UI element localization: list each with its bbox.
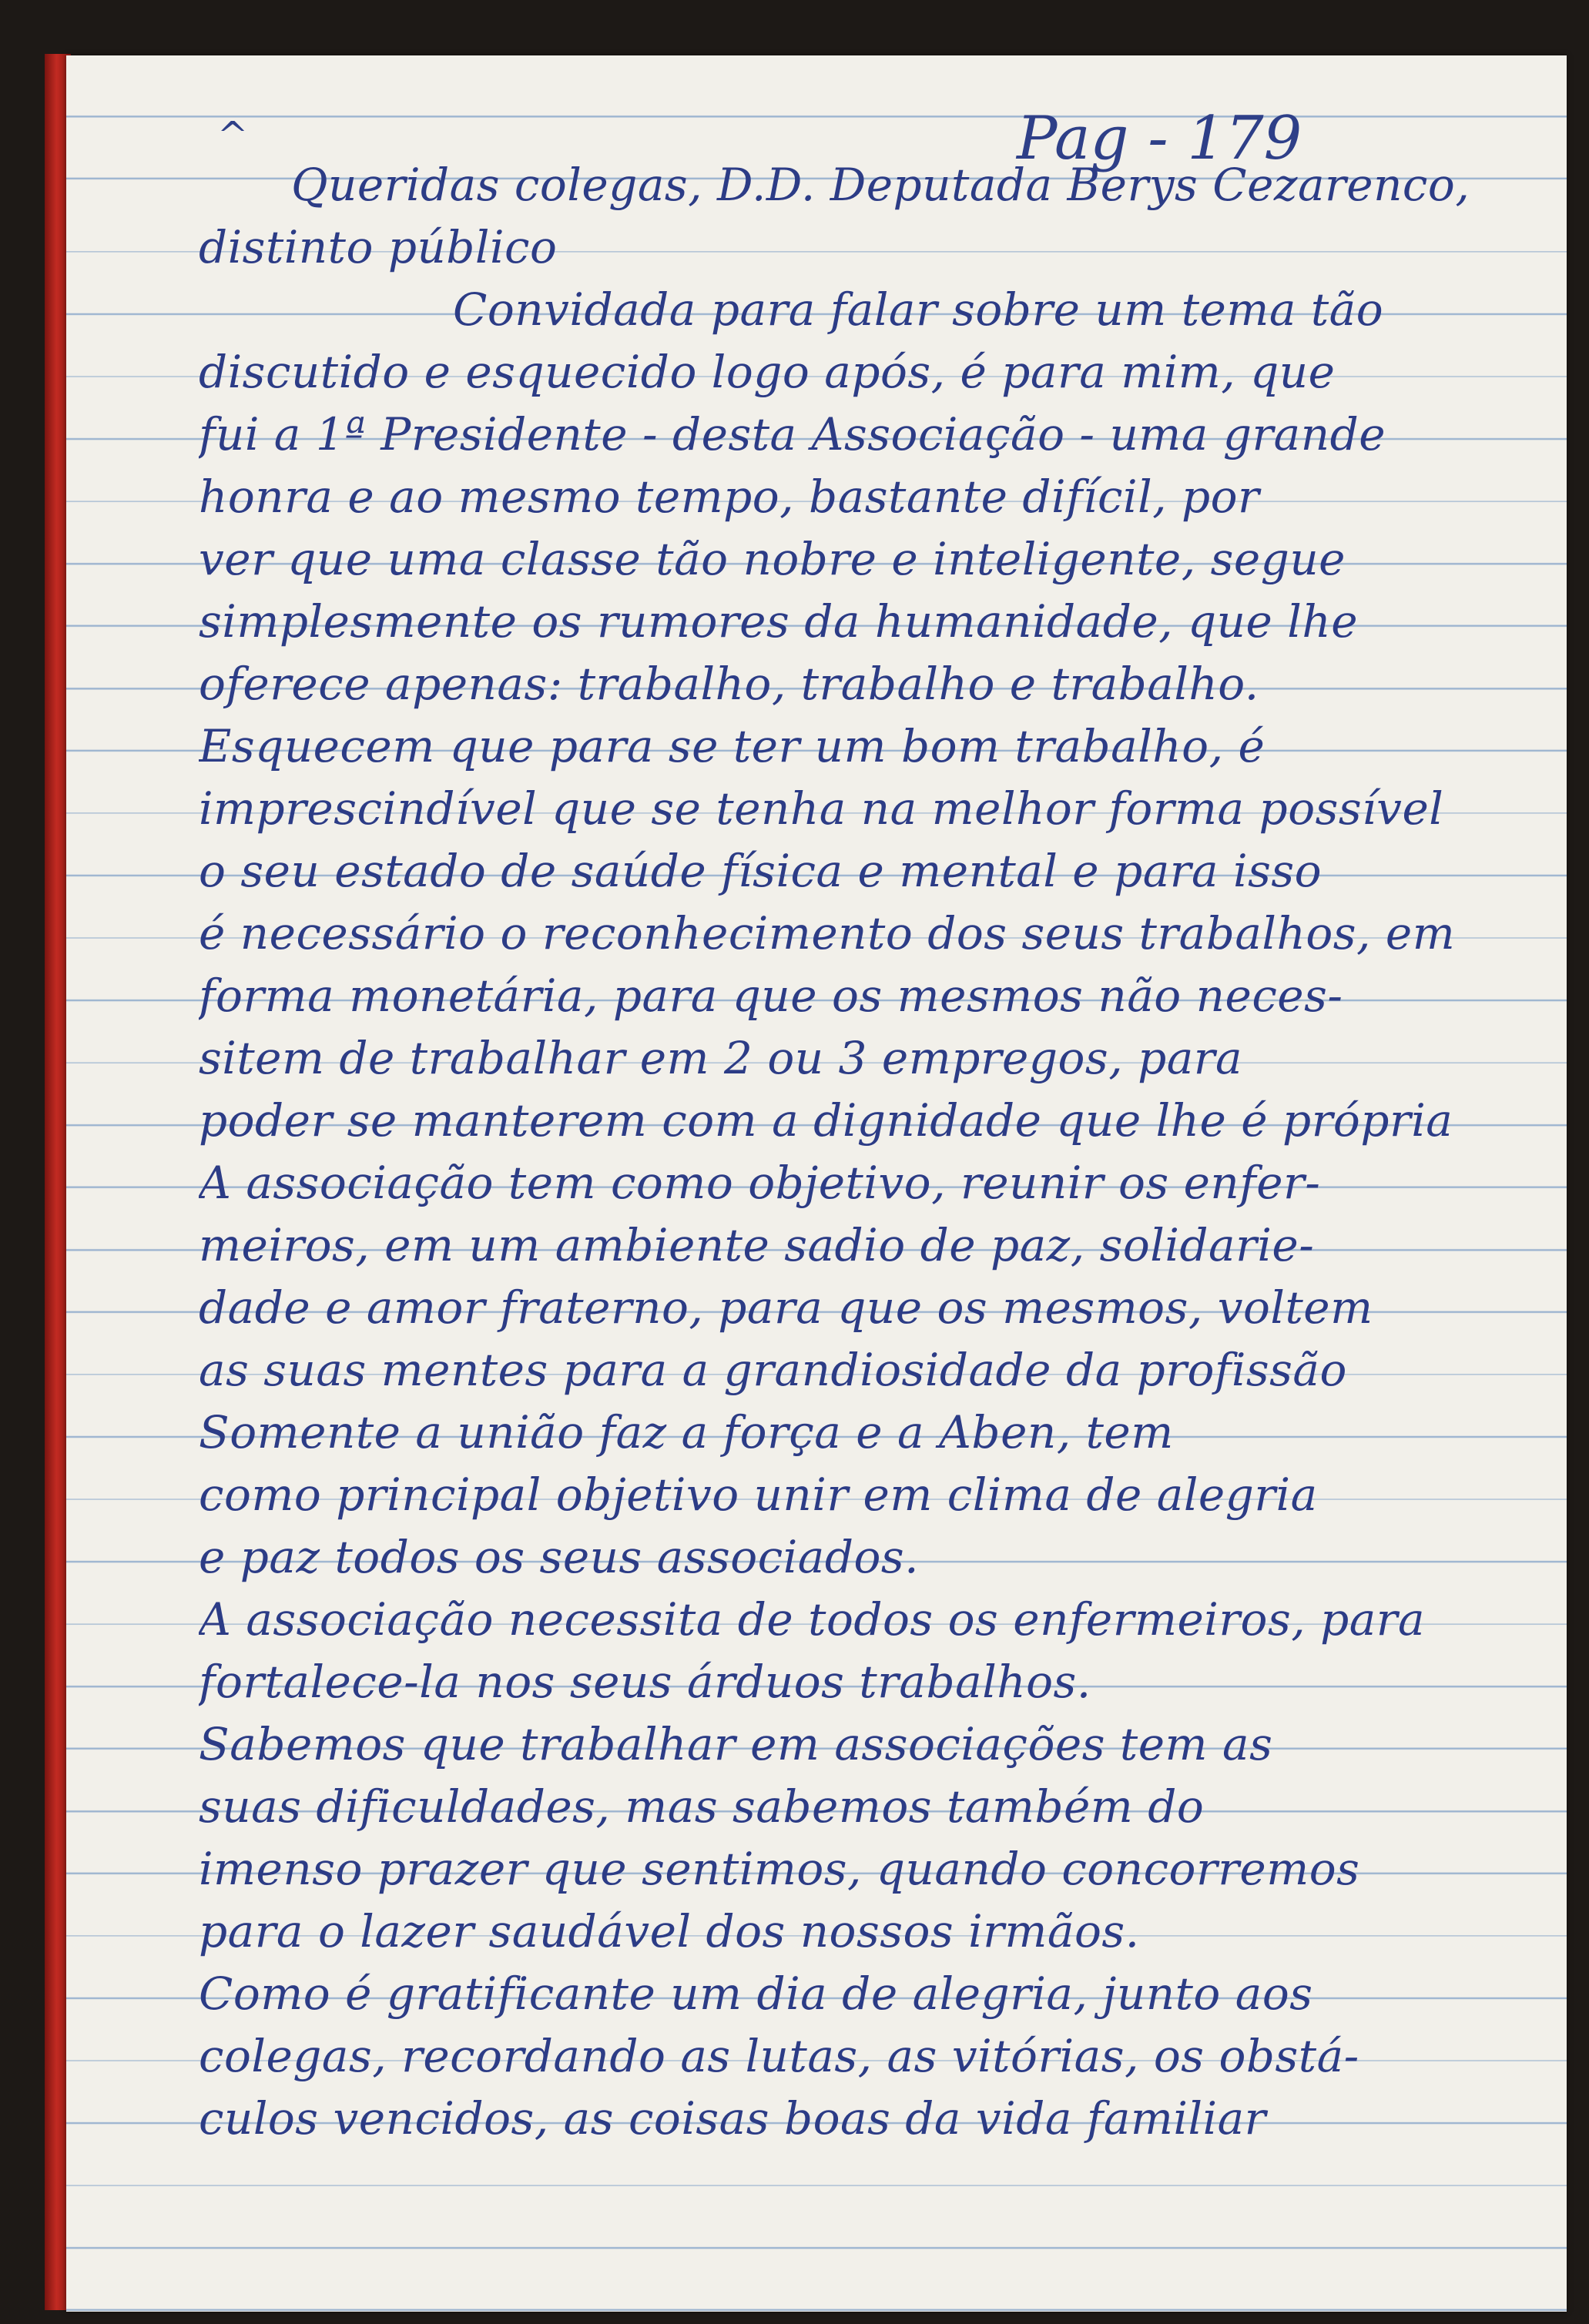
letter-line: e paz todos os seus associados. bbox=[199, 1531, 920, 1583]
letter-line: Queridas colegas, D.D. Deputada Berys Cezarenco, bbox=[291, 159, 1470, 211]
letter-line: A associação necessita de todos os enfermeiros, para bbox=[199, 1593, 1426, 1646]
letter-line: simplesmente os rumores da humanidade, que lhe bbox=[199, 595, 1359, 648]
letter-line: Esquecem que para se ter um bom trabalho, é bbox=[199, 720, 1266, 772]
page-number: Pag - 179 bbox=[1017, 104, 1302, 173]
letter-line: Somente a união faz a força e a Aben, tem bbox=[199, 1406, 1174, 1458]
letter-line: meiros, em um ambiente sadio de paz, solidarie- bbox=[199, 1219, 1315, 1271]
letter-line: dade e amor fraterno, para que os mesmos, voltem bbox=[199, 1281, 1373, 1334]
letter-line: imprescindível que se tenha na melhor forma possível bbox=[199, 782, 1444, 835]
letter-line: colegas, recordando as lutas, as vitórias, os obstá- bbox=[199, 2030, 1359, 2082]
letter-line: é necessário o reconhecimento dos seus trabalhos, em bbox=[199, 907, 1456, 959]
letter-line: oferece apenas: trabalho, trabalho e trabalho. bbox=[199, 658, 1259, 710]
letter-line: honra e ao mesmo tempo, bastante difícil, por bbox=[199, 470, 1260, 523]
letter-line: A associação tem como objetivo, reunir os enfer- bbox=[199, 1157, 1321, 1209]
letter-line: distinto público bbox=[199, 221, 558, 273]
letter-line: fortalece-la nos seus árduos trabalhos. bbox=[199, 1656, 1091, 1708]
letter-line: fui a 1ª Presidente - desta Associação - uma grande bbox=[199, 408, 1386, 460]
letter-line: suas dificuldades, mas sabemos também do bbox=[199, 1780, 1205, 1833]
letter-line: sitem de trabalhar em 2 ou 3 empregos, para bbox=[199, 1032, 1243, 1084]
letter-line: poder se manterem com a dignidade que lhe é própria bbox=[199, 1094, 1453, 1147]
accent-mark: ^ bbox=[217, 114, 249, 157]
letter-line: forma monetária, para que os mesmos não neces- bbox=[199, 969, 1343, 1022]
letter-line: Como é gratificante um dia de alegria, junto aos bbox=[199, 1967, 1313, 2020]
letter-line: Sabemos que trabalhar em associações tem as bbox=[199, 1718, 1273, 1770]
letter-line: culos vencidos, as coisas boas da vida familiar bbox=[199, 2092, 1266, 2145]
letter-line: o seu estado de saúde física e mental e para isso bbox=[199, 845, 1322, 897]
letter-line: as suas mentes para a grandiosidade da profissão bbox=[199, 1344, 1347, 1396]
letter-line: Convidada para falar sobre um tema tão bbox=[453, 283, 1384, 336]
letter-line: como principal objetivo unir em clima de alegria bbox=[199, 1468, 1318, 1521]
letter-line: imenso prazer que sentimos, quando concorremos bbox=[199, 1843, 1360, 1895]
handwritten-letter bbox=[199, 154, 1539, 2150]
letter-line: ver que uma classe tão nobre e inteligente, segue bbox=[199, 533, 1346, 585]
letter-line: para o lazer saudável dos nossos irmãos. bbox=[199, 1905, 1140, 1957]
letter-line: discutido e esquecido logo após, é para mim, que bbox=[199, 346, 1336, 398]
